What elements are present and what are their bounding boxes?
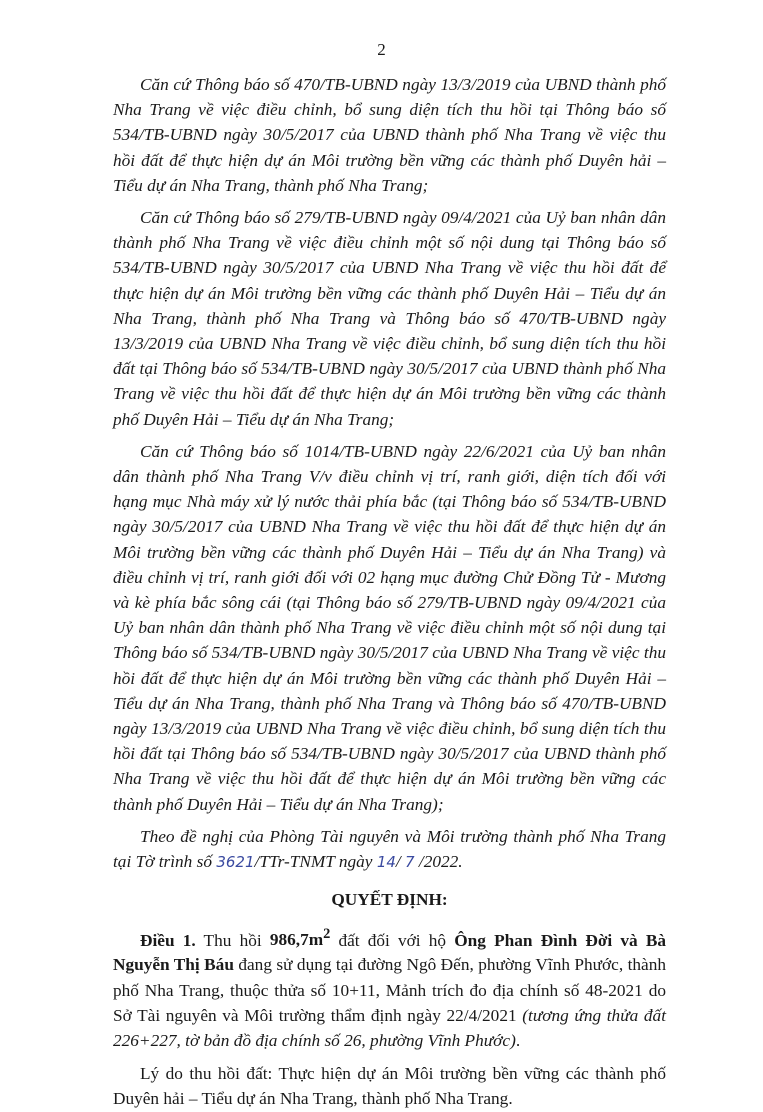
proposal-sep: / (395, 852, 406, 872)
handwritten-day: 14 (376, 853, 396, 872)
handwritten-document-number: 3621 (216, 853, 255, 872)
proposal-mid: /TTr-TNMT ngày (254, 852, 377, 872)
handwritten-month: 7 (405, 853, 415, 872)
proposal-suffix: /2022. (414, 852, 463, 872)
reclamation-reason: Lý do thu hồi đất: Thực hiện dự án Môi trường bền vững các thành phố Duyên hải – Tiểu dự án Nha Trang, thành phố Nha Trang. (113, 1064, 666, 1109)
article-1-area (269, 926, 331, 950)
article-1-text-a: Thu hồi (195, 930, 270, 950)
document-body (113, 72, 666, 1112)
article-1-text-c: đang sử dụng tại đường Ngô Đến, phường Vĩnh Phước, thành phố Nha Trang, thuộc thửa số 10+11, Mảnh trích đo địa chính số 48-2021 do Sở Tài nguyên và Môi trường thẩm định ngày 22/4/2021 (113, 955, 666, 1025)
article-1 (113, 923, 666, 1054)
paragraph-legal-basis-1: Căn cứ Thông báo số 470/TB-UBND ngày 13/3/2019 của UBND thành phố Nha Trang về việc điều chỉnh, bổ sung diện tích thu hồi tại Thông báo số 534/TB-UBND ngày 30/5/2017 của UBND thành phố Nha Trang về việc thu hồi đất để thực hiện dự án Môi trường bền vững các thành phố Duyên hải – Tiểu dự án Nha Trang, thành phố Nha Trang; (113, 75, 666, 195)
article-1-end: . (515, 1031, 521, 1051)
article-1-text-b: đất đối với hộ (330, 930, 455, 950)
article-1-owners: Ông Phan Đình Đời và Bà Nguyễn Thị Báu (113, 930, 667, 975)
paragraph-legal-basis-3: Căn cứ Thông báo số 1014/TB-UBND ngày 22/6/2021 của Uỷ ban nhân dân thành phố Nha Trang V/v điều chỉnh vị trí, ranh giới, diện tích đối với hạng mục Nhà máy xử lý nước thải phía bắc (tại Thông báo số 534/TB-UBND ngày 30/5/2017 của UBND Nha Trang về việc thu hồi đất để thực hiện dự án Môi trường bền vững các thành phố Duyên Hải – Tiểu dự án Nha Trang) và điều chỉnh vị trí, ranh giới đối với 02 hạng mục đường Chử Đồng Tử - Mương và kè phía bắc sông cái (tại Thông báo số 279/TB-UBND ngày 09/4/2021 của Uỷ ban nhân dân thành phố Nha Trang về việc điều chỉnh một số nội dung tại Thông báo số 534/TB-UBND ngày 30/5/2017 của UBND Nha Trang về việc thu hồi đất để thực hiện dự án Môi trường bền vững các thành phố Duyên Hải – Tiểu dự án Nha Trang, thành phố Nha Trang và Thông báo số 470/TB-UBND ngày 13/3/2019 của UBND Nha Trang về việc điều chỉnh, bổ sung diện tích thu hồi đất tại Thông báo số 534/TB-UBND ngày 30/5/2017 của UBND thành phố Nha Trang về việc thu hồi đất để thực hiện dự án Môi trường bền vững các thành phố Duyên Hải – Tiểu dự án Nha Trang); (113, 441, 666, 814)
decision-heading: QUYẾT ĐỊNH: (331, 890, 448, 910)
area-value: 986,7m (269, 930, 324, 950)
proposal-prefix: Theo đề nghị của Phòng Tài nguyên và Môi trường thành phố Nha Trang tại Tờ trình số (113, 826, 666, 872)
paragraph-legal-basis-2: Căn cứ Thông báo số 279/TB-UBND ngày 09/4/2021 của Uỷ ban nhân dân thành phố Nha Trang về việc điều chỉnh một số nội dung tại Thông báo số 534/TB-UBND ngày 30/5/2017 của UBND Nha Trang về việc thu hồi đất để thực hiện dự án Môi trường bền vững các thành phố Duyên Hải – Tiểu dự án Nha Trang, thành phố Nha Trang và Thông báo số 470/TB-UBND ngày 13/3/2019 của UBND Nha Trang về việc điều chỉnh, bổ sung diện tích thu hồi đất tại Thông báo số 534/TB-UBND ngày 30/5/2017 của UBND thành phố Nha Trang về việc thu hồi đất để thực hiện dự án Môi trường bền vững các thành phố Duyên Hải – Tiểu dự án Nha Trang; (113, 208, 666, 429)
area-superscript: 2 (323, 926, 331, 943)
article-1-label: Điều 1. (140, 930, 196, 950)
paragraph-proposal (113, 824, 666, 875)
article-1-italic-note: (tương ứng thửa đất 226+227, tờ bản đồ địa chính số 26, phường Vĩnh Phước) (113, 1005, 666, 1051)
page-number: 2 (377, 40, 386, 59)
